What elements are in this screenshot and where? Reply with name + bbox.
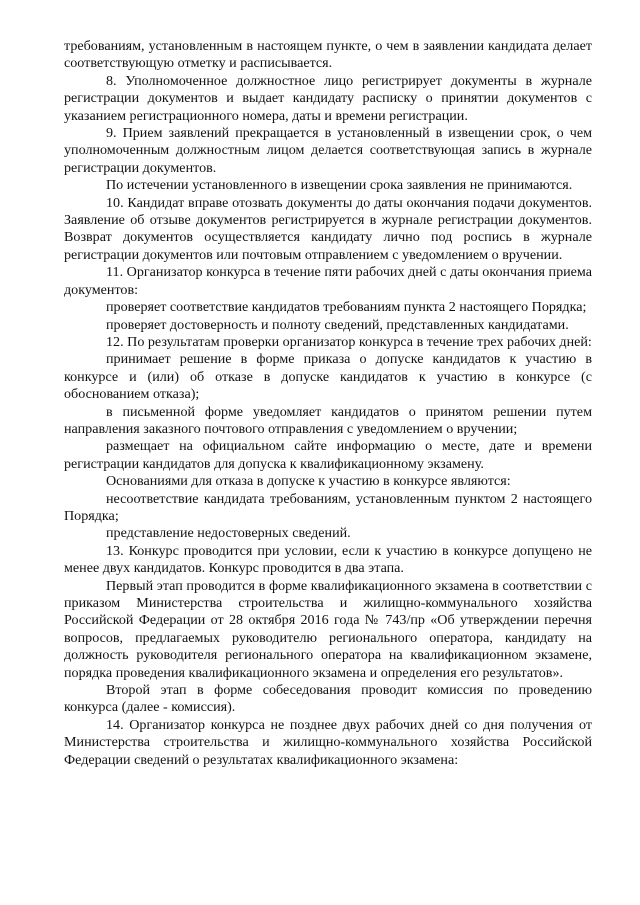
paragraph-continuation: требованиям, установленным в настоящем пункте, о чем в заявлении кандидата делает соответствующую отметку и расписывается. [64, 38, 592, 72]
paragraph-item-14: 14. Организатор конкурса не позднее двух рабочих дней со дня получения от Министерства строительства и жилищно-коммунального хозяйства Российской Федерации сведений о результатах квалификационного экзамена: [64, 716, 592, 768]
paragraph-refusal-grounds: Основаниями для отказа в допуске к участию в конкурсе являются: [106, 473, 511, 490]
paragraph-first-stage: Первый этап проводится в форме квалификационного экзамена в соответствии с приказом Министерства строительства и жилищно-коммунального хозяйства Российской Федерации от 28 октября 2016 года № 743/пр «Об утверждении перечня вопросов, предлагаемых руководителю регионального оператора, кандидату на должность руководителя регионального оператора на квалификационном экзамене, порядка проведения квалификационного экзамена и определения его результатов». [64, 577, 592, 681]
paragraph-item-9: 9. Прием заявлений прекращается в установленный в извещении срок, о чем уполномоченным должностным лицом делается соответствующая запись в журнале регистрации документов. [64, 125, 592, 176]
paragraph-item-11-check-accuracy: проверяет достоверность и полноту сведений, представленных кандидатами. [106, 316, 569, 333]
paragraph-item-12: 12. По результатам проверки организатор конкурса в течение трех рабочих дней: [106, 333, 592, 350]
paragraph-item-12-publish: размещает на официальном сайте информацию о месте, дате и времени регистрации кандидатов для допуска к квалификационному экзамену. [64, 438, 592, 472]
paragraph-deadline-note: По истечении установленного в извещении срока заявления не принимаются. [106, 177, 573, 194]
paragraph-item-8: 8. Уполномоченное должностное лицо регистрирует документы в журнале регистрации документов и выдает кандидату расписку о принятии документов с указанием регистрационного номера, даты и времени регистрации. [64, 72, 592, 124]
paragraph-item-13: 13. Конкурс проводится при условии, если к участию в конкурсе допущено не менее двух кандидатов. Конкурс проводится в два этапа. [64, 542, 592, 577]
paragraph-second-stage: Второй этап в форме собеседования проводит комиссия по проведению конкурса (далее - комиссия). [64, 682, 592, 716]
paragraph-refusal-false-info: представление недостоверных сведений. [106, 525, 351, 542]
paragraph-item-11-check-requirements: проверяет соответствие кандидатов требованиям пункта 2 настоящего Порядка; [106, 299, 587, 316]
paragraph-item-10: 10. Кандидат вправе отозвать документы до даты окончания подачи документов. Заявление об отзыве документов регистрируется в журнале регистрации документов. Возврат документов осуществляется кандидату лично под роспись в журнале регистрации документов или почтовым отправлением с уведомлением о вручении. [64, 194, 592, 263]
paragraph-item-12-notify: в письменной форме уведомляет кандидатов о принятом решении путем направления заказного почтового отправления с уведомлением о вручении; [64, 403, 592, 437]
paragraph-item-11: 11. Организатор конкурса в течение пяти рабочих дней с даты окончания приема документов: [64, 264, 592, 298]
paragraph-refusal-mismatch: несоответствие кандидата требованиям, установленным пунктом 2 настоящего Порядка; [64, 490, 592, 524]
paragraph-item-12-decision: принимает решение в форме приказа о допуске кандидатов к участию в конкурсе и (или) об отказе в допуске кандидатов к участию в конкурсе (с обоснованием отказа); [64, 351, 592, 403]
